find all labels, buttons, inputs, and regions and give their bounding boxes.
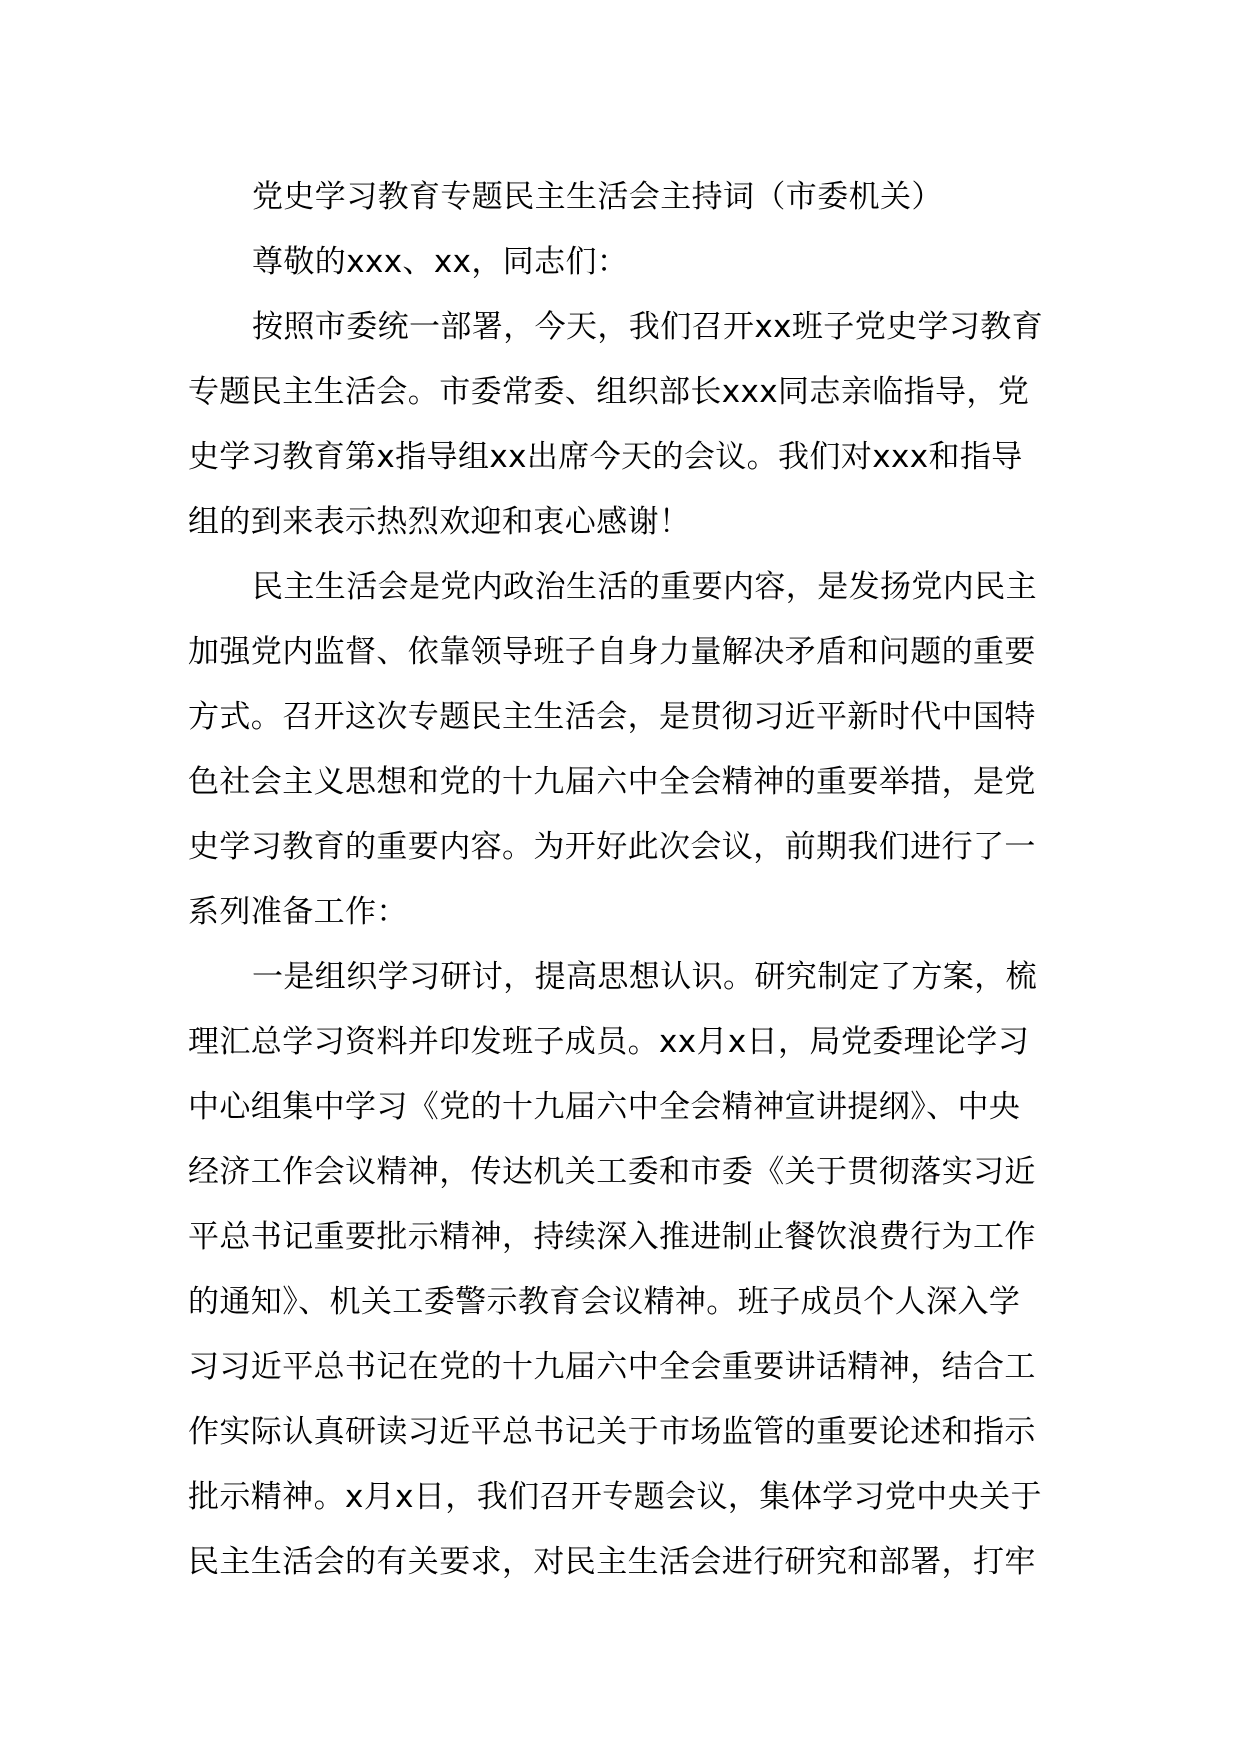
- paragraph-line: 经济工作会议精神，传达机关工委和市委《关于贯彻落实习近: [188, 1154, 1036, 1190]
- paragraph-line: 加强党内监督、依靠领导班子自身力量解决矛盾和问题的重要: [188, 634, 1036, 670]
- paragraph-line: 中心组集中学习《党的十九届六中全会精神宣讲提纲》、中央: [188, 1089, 1021, 1125]
- paragraph-2: [188, 555, 1058, 945]
- document-title: 党史学习教育专题民主生活会主持词（市委机关）: [252, 179, 943, 215]
- paragraph-line: 方式。召开这次专题民主生活会，是贯彻习近平新时代中国特: [188, 699, 1036, 735]
- paragraph-line: 民主生活会的有关要求，对民主生活会进行研究和部署，打牢: [188, 1544, 1036, 1580]
- paragraph-line: 平总书记重要批示精神，持续深入推进制止餐饮浪费行为工作: [188, 1219, 1036, 1255]
- document-page: [188, 165, 1058, 1595]
- paragraph-line: 批示精神。x月x日，我们召开专题会议，集体学习党中央关于: [188, 1479, 1042, 1515]
- paragraph-line: 组的到来表示热烈欢迎和衷心感谢！: [188, 504, 691, 540]
- paragraph-line: 专题民主生活会。市委常委、组织部长xxx同志亲临指导，党: [188, 374, 1030, 410]
- paragraph-line: 系列准备工作：: [188, 894, 408, 930]
- paragraph-line: 按照市委统一部署，今天，我们召开xx班子党史学习教育: [252, 309, 1044, 345]
- paragraph-line: 史学习教育第x指导组xx出席今天的会议。我们对xxx和指导: [188, 439, 1023, 475]
- paragraph-1: [188, 295, 1058, 555]
- paragraph-line: 理汇总学习资料并印发班子成员。xx月x日，局党委理论学习: [188, 1024, 1030, 1060]
- paragraph-line: 史学习教育的重要内容。为开好此次会议，前期我们进行了一: [188, 829, 1036, 865]
- paragraph-3: [188, 945, 1058, 1595]
- greeting: 尊敬的xxx、xx，同志们：: [252, 244, 629, 280]
- paragraph-line: 民主生活会是党内政治生活的重要内容，是发扬党内民主: [252, 569, 1037, 605]
- paragraph-line: 的通知》、机关工委警示教育会议精神。班子成员个人深入学: [188, 1284, 1021, 1320]
- paragraph-line: 色社会主义思想和党的十九届六中全会精神的重要举措，是党: [188, 764, 1036, 800]
- paragraph-line: 一是组织学习研讨，提高思想认识。研究制定了方案，梳: [252, 959, 1037, 995]
- paragraph-line: 习习近平总书记在党的十九届六中全会重要讲话精神，结合工: [188, 1349, 1036, 1385]
- paragraph-line: 作实际认真研读习近平总书记关于市场监管的重要论述和指示: [188, 1414, 1036, 1450]
